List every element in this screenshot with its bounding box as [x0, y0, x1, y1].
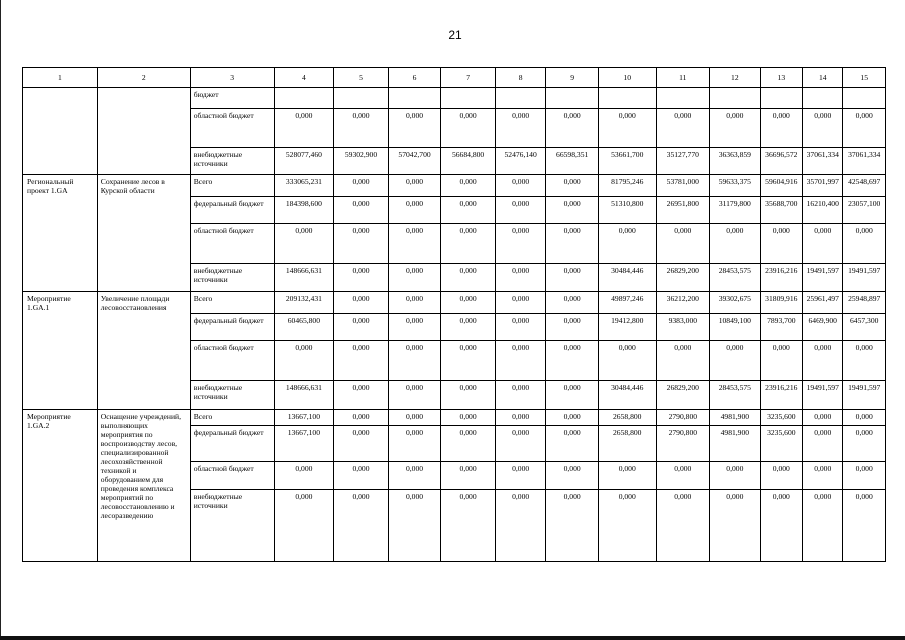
value-cell	[803, 88, 843, 108]
value-cell: 0,000	[495, 426, 546, 462]
value-cell: 0,000	[334, 175, 389, 196]
value-cell: 19491,597	[803, 381, 843, 410]
value-cell: 0,000	[441, 409, 496, 425]
value-cell: 0,000	[388, 108, 441, 147]
value-cell: 0,000	[598, 490, 656, 562]
value-cell: 81795,246	[598, 175, 656, 196]
value-cell: 0,000	[334, 263, 389, 292]
value-cell: 2790,800	[656, 426, 710, 462]
funding-source-cell: федеральный бюджет	[190, 426, 274, 462]
value-cell: 0,000	[546, 292, 599, 313]
value-cell: 0,000	[441, 341, 496, 381]
value-cell: 0,000	[495, 313, 546, 341]
value-cell: 0,000	[760, 490, 802, 562]
value-cell: 0,000	[803, 409, 843, 425]
value-cell	[495, 88, 546, 108]
funding-source-cell: областной бюджет	[190, 108, 274, 147]
value-cell: 0,000	[388, 292, 441, 313]
header-row	[23, 68, 886, 88]
value-cell: 0,000	[546, 341, 599, 381]
value-cell: 0,000	[760, 224, 802, 264]
value-cell	[546, 88, 599, 108]
value-cell: 0,000	[334, 426, 389, 462]
value-cell: 0,000	[495, 263, 546, 292]
value-cell: 9383,000	[656, 313, 710, 341]
header-cell-1: 1	[23, 68, 98, 88]
value-cell: 0,000	[334, 461, 389, 490]
value-cell: 0,000	[441, 108, 496, 147]
value-cell: 0,000	[843, 461, 886, 490]
funding-source-cell: федеральный бюджет	[190, 313, 274, 341]
value-cell: 0,000	[441, 381, 496, 410]
header-cell-5: 5	[334, 68, 389, 88]
value-cell: 0,000	[495, 461, 546, 490]
value-cell: 0,000	[441, 196, 496, 224]
value-cell	[656, 88, 710, 108]
value-cell: 0,000	[274, 224, 334, 264]
value-cell: 184398,600	[274, 196, 334, 224]
value-cell: 0,000	[495, 224, 546, 264]
project-cell: Мероприятие 1.GA.2	[23, 409, 98, 561]
value-cell: 0,000	[388, 409, 441, 425]
value-cell: 0,000	[546, 224, 599, 264]
funding-source-cell: областной бюджет	[190, 224, 274, 264]
header-cell-6: 6	[388, 68, 441, 88]
value-cell: 0,000	[843, 426, 886, 462]
value-cell: 4981,900	[710, 426, 761, 462]
project-cell: Мероприятие 1.GA.1	[23, 292, 98, 409]
header-cell-13: 13	[760, 68, 802, 88]
value-cell: 6457,300	[843, 313, 886, 341]
value-cell: 0,000	[388, 224, 441, 264]
value-cell: 0,000	[843, 490, 886, 562]
value-cell: 0,000	[334, 490, 389, 562]
funding-source-cell: областной бюджет	[190, 461, 274, 490]
value-cell: 42548,697	[843, 175, 886, 196]
value-cell: 0,000	[803, 461, 843, 490]
value-cell: 19491,597	[843, 263, 886, 292]
value-cell: 0,000	[388, 196, 441, 224]
value-cell: 28453,575	[710, 263, 761, 292]
value-cell: 0,000	[388, 381, 441, 410]
value-cell: 0,000	[656, 341, 710, 381]
header-cell-10: 10	[598, 68, 656, 88]
value-cell: 0,000	[598, 461, 656, 490]
value-cell: 59633,375	[710, 175, 761, 196]
value-cell: 0,000	[495, 175, 546, 196]
value-cell: 31809,916	[760, 292, 802, 313]
value-cell: 209132,431	[274, 292, 334, 313]
value-cell: 0,000	[546, 175, 599, 196]
value-cell: 0,000	[843, 224, 886, 264]
value-cell: 0,000	[274, 108, 334, 147]
table-row	[23, 292, 886, 313]
value-cell: 0,000	[388, 313, 441, 341]
value-cell: 0,000	[441, 263, 496, 292]
value-cell: 37061,334	[843, 147, 886, 175]
header-cell-14: 14	[803, 68, 843, 88]
value-cell: 0,000	[441, 426, 496, 462]
value-cell: 0,000	[710, 461, 761, 490]
funding-source-cell: внебюджетные источники	[190, 381, 274, 410]
value-cell: 0,000	[495, 490, 546, 562]
value-cell: 0,000	[274, 461, 334, 490]
value-cell: 0,000	[656, 108, 710, 147]
value-cell: 7893,700	[760, 313, 802, 341]
funding-source-cell: областной бюджет	[190, 341, 274, 381]
value-cell: 0,000	[656, 224, 710, 264]
value-cell: 0,000	[546, 409, 599, 425]
value-cell: 0,000	[441, 313, 496, 341]
value-cell: 51310,800	[598, 196, 656, 224]
value-cell: 0,000	[495, 409, 546, 425]
value-cell	[598, 88, 656, 108]
value-cell: 0,000	[441, 461, 496, 490]
value-cell: 6469,900	[803, 313, 843, 341]
value-cell: 0,000	[334, 409, 389, 425]
value-cell: 26951,800	[656, 196, 710, 224]
value-cell: 19491,597	[843, 381, 886, 410]
header-cell-15: 15	[843, 68, 886, 88]
value-cell: 3235,600	[760, 409, 802, 425]
header-cell-4: 4	[274, 68, 334, 88]
value-cell: 0,000	[495, 108, 546, 147]
header-cell-12: 12	[710, 68, 761, 88]
page-bottom-edge	[0, 636, 905, 640]
value-cell	[274, 88, 334, 108]
value-cell: 0,000	[760, 461, 802, 490]
value-cell: 30484,446	[598, 263, 656, 292]
value-cell: 0,000	[546, 490, 599, 562]
measure-name-cell	[97, 88, 190, 175]
value-cell: 35127,770	[656, 147, 710, 175]
table-row	[23, 409, 886, 425]
value-cell: 2658,800	[598, 409, 656, 425]
value-cell: 13667,100	[274, 426, 334, 462]
value-cell	[388, 88, 441, 108]
value-cell: 0,000	[598, 224, 656, 264]
value-cell: 16210,400	[803, 196, 843, 224]
value-cell: 2790,800	[656, 409, 710, 425]
value-cell: 0,000	[334, 313, 389, 341]
table-row	[23, 88, 886, 108]
value-cell: 36212,200	[656, 292, 710, 313]
value-cell: 0,000	[441, 175, 496, 196]
funding-source-cell: федеральный бюджет	[190, 196, 274, 224]
value-cell: 28453,575	[710, 381, 761, 410]
funding-source-cell: Всего	[190, 175, 274, 196]
value-cell: 2658,800	[598, 426, 656, 462]
value-cell: 53661,700	[598, 147, 656, 175]
value-cell: 0,000	[388, 175, 441, 196]
value-cell: 0,000	[843, 108, 886, 147]
value-cell: 56684,800	[441, 147, 496, 175]
value-cell: 25948,897	[843, 292, 886, 313]
value-cell: 0,000	[441, 292, 496, 313]
measure-name-cell: Увеличение площади лесовосстановления	[97, 292, 190, 409]
header-cell-7: 7	[441, 68, 496, 88]
value-cell: 26829,200	[656, 381, 710, 410]
value-cell: 0,000	[334, 292, 389, 313]
value-cell: 59302,900	[334, 147, 389, 175]
value-cell: 0,000	[334, 196, 389, 224]
value-cell: 0,000	[598, 341, 656, 381]
value-cell: 148666,631	[274, 263, 334, 292]
value-cell: 23057,100	[843, 196, 886, 224]
value-cell: 49897,246	[598, 292, 656, 313]
value-cell: 0,000	[334, 341, 389, 381]
value-cell: 0,000	[388, 263, 441, 292]
value-cell: 0,000	[803, 108, 843, 147]
value-cell: 35701,997	[803, 175, 843, 196]
value-cell: 0,000	[334, 381, 389, 410]
value-cell: 0,000	[710, 490, 761, 562]
funding-source-cell: Всего	[190, 292, 274, 313]
value-cell: 25961,497	[803, 292, 843, 313]
value-cell: 3235,600	[760, 426, 802, 462]
value-cell: 0,000	[803, 341, 843, 381]
value-cell: 0,000	[388, 426, 441, 462]
value-cell: 0,000	[656, 490, 710, 562]
value-cell: 0,000	[843, 341, 886, 381]
value-cell: 10849,100	[710, 313, 761, 341]
funding-table	[22, 67, 886, 562]
value-cell: 59604,916	[760, 175, 802, 196]
value-cell: 0,000	[710, 108, 761, 147]
value-cell: 0,000	[274, 341, 334, 381]
funding-source-cell: внебюджетные источники	[190, 147, 274, 175]
header-cell-2: 2	[97, 68, 190, 88]
value-cell: 148666,631	[274, 381, 334, 410]
measure-name-cell: Оснащение учреждений, выполняющих мероприятия по воспроизводству лесов, специализированной лесохозяйственной техникой и оборудованием для проведения комплекса мероприятий по лесовосстановлению и лесоразведению	[97, 409, 190, 561]
value-cell: 66598,351	[546, 147, 599, 175]
value-cell: 0,000	[546, 263, 599, 292]
value-cell: 0,000	[710, 224, 761, 264]
value-cell: 0,000	[803, 224, 843, 264]
value-cell: 0,000	[388, 490, 441, 562]
value-cell: 0,000	[546, 461, 599, 490]
header-cell-3: 3	[190, 68, 274, 88]
value-cell: 333065,231	[274, 175, 334, 196]
value-cell: 0,000	[598, 108, 656, 147]
measure-name-cell: Сохранение лесов в Курской области	[97, 175, 190, 292]
value-cell: 36696,572	[760, 147, 802, 175]
page-number: 21	[448, 28, 462, 42]
project-cell: Региональный проект 1.GA	[23, 175, 98, 292]
page-left-edge	[0, 0, 1, 640]
header-cell-9: 9	[546, 68, 599, 88]
value-cell: 0,000	[441, 490, 496, 562]
value-cell: 0,000	[388, 341, 441, 381]
funding-source-cell: Всего	[190, 409, 274, 425]
value-cell: 13667,100	[274, 409, 334, 425]
value-cell: 23916,216	[760, 381, 802, 410]
value-cell: 36363,859	[710, 147, 761, 175]
value-cell: 57042,700	[388, 147, 441, 175]
funding-source-cell: внебюджетные источники	[190, 490, 274, 562]
value-cell: 0,000	[803, 490, 843, 562]
value-cell: 31179,800	[710, 196, 761, 224]
value-cell: 39302,675	[710, 292, 761, 313]
value-cell: 0,000	[710, 341, 761, 381]
value-cell: 19491,597	[803, 263, 843, 292]
header-cell-11: 11	[656, 68, 710, 88]
value-cell: 0,000	[274, 490, 334, 562]
value-cell	[710, 88, 761, 108]
value-cell: 26829,200	[656, 263, 710, 292]
value-cell	[334, 88, 389, 108]
value-cell: 4981,900	[710, 409, 761, 425]
value-cell: 19412,800	[598, 313, 656, 341]
value-cell: 0,000	[803, 426, 843, 462]
value-cell: 37061,334	[803, 147, 843, 175]
value-cell	[441, 88, 496, 108]
value-cell: 0,000	[495, 292, 546, 313]
header-cell-8: 8	[495, 68, 546, 88]
value-cell: 0,000	[760, 108, 802, 147]
value-cell: 0,000	[546, 108, 599, 147]
value-cell	[760, 88, 802, 108]
value-cell: 30484,446	[598, 381, 656, 410]
value-cell: 0,000	[495, 341, 546, 381]
funding-source-cell: внебюджетные источники	[190, 263, 274, 292]
value-cell: 528077,460	[274, 147, 334, 175]
value-cell: 52476,140	[495, 147, 546, 175]
project-cell	[23, 88, 98, 175]
value-cell: 35688,700	[760, 196, 802, 224]
value-cell: 0,000	[388, 461, 441, 490]
value-cell: 0,000	[546, 426, 599, 462]
value-cell: 0,000	[546, 196, 599, 224]
table-row	[23, 175, 886, 196]
value-cell: 0,000	[441, 224, 496, 264]
funding-source-cell: бюджет	[190, 88, 274, 108]
value-cell: 0,000	[760, 341, 802, 381]
value-cell	[843, 88, 886, 108]
value-cell: 53781,000	[656, 175, 710, 196]
value-cell: 0,000	[334, 224, 389, 264]
value-cell: 0,000	[495, 381, 546, 410]
value-cell: 60465,800	[274, 313, 334, 341]
value-cell: 0,000	[843, 409, 886, 425]
value-cell: 23916,216	[760, 263, 802, 292]
value-cell: 0,000	[546, 381, 599, 410]
value-cell: 0,000	[495, 196, 546, 224]
value-cell: 0,000	[546, 313, 599, 341]
value-cell: 0,000	[656, 461, 710, 490]
value-cell: 0,000	[334, 108, 389, 147]
